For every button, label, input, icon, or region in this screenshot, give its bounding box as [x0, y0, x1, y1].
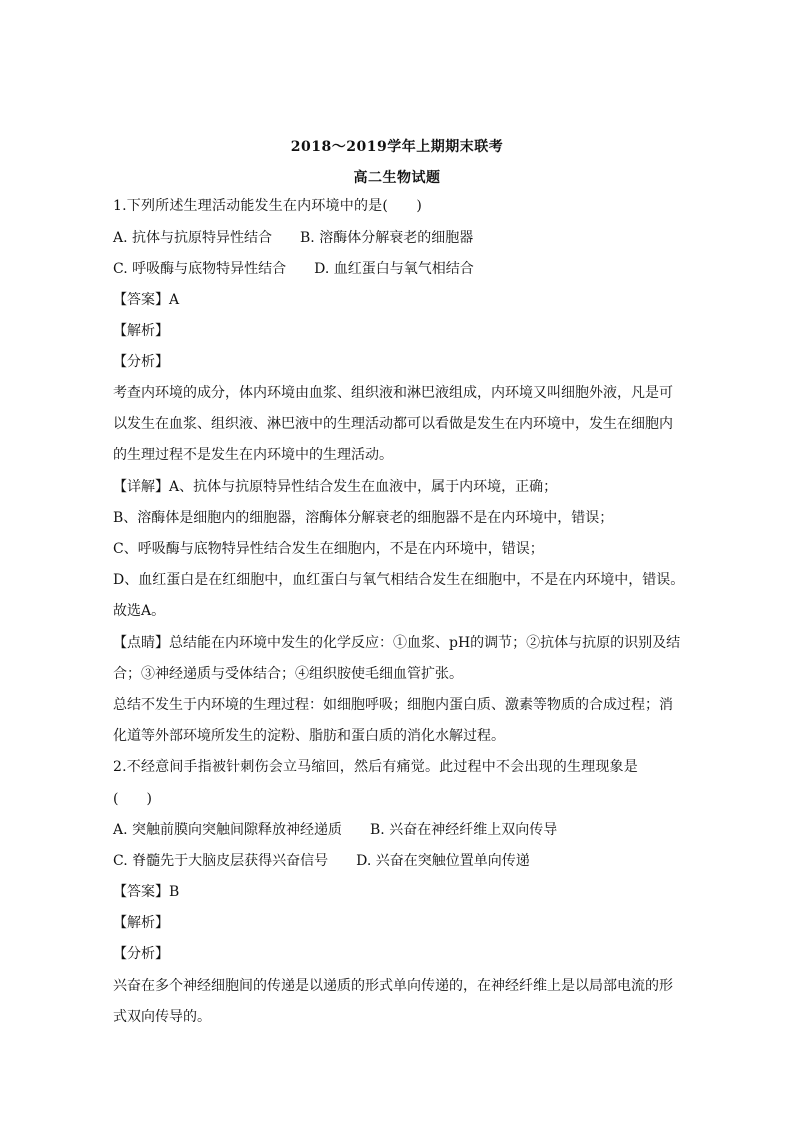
question-1-analysis-line: 考查内环境的成分，体内环境由血浆、组织液和淋巴液组成，内环境又叫细胞外液，凡是可 [113, 385, 673, 401]
question-2-stem-cont: ( ) [113, 791, 152, 807]
question-2-stem: 2.不经意间手指被针刺伤会立马缩回，然后有痛觉。此过程中不会出现的生理现象是 [113, 759, 638, 775]
question-1-detail-line: 【详解】A、抗体与抗原特异性结合发生在血液中，属于内环境，正确； [113, 479, 558, 495]
question-1-detail-line: D、血红蛋白是在红细胞中，血红蛋白与氧气相结合发生在细胞中，不是在内环境中，错误。 [113, 572, 685, 588]
question-1-stem: 1.下列所述生理活动能发生在内环境中的是( ) [113, 198, 423, 214]
question-1-point-line: 【点睛】总结能在内环境中发生的化学反应：①血浆、pH的调节；②抗体与抗原的识别及结 [113, 635, 681, 651]
question-2-jiexi-heading: 【解析】 [113, 915, 169, 931]
question-1-analysis-line: 的生理过程不是发生在内环境中的生理活动。 [113, 447, 393, 463]
question-1-options-row1: A. 抗体与抗原特异性结合 B. 溶酶体分解衰老的细胞器 [113, 230, 474, 246]
question-1-detail-line: 故选A。 [113, 603, 166, 619]
question-2-analysis-line: 式双向传导的。 [113, 1009, 211, 1025]
question-2-analysis-line: 兴奋在多个神经细胞间的传递是以递质的形式单向传递的，在神经纤维上是以局部电流的形 [113, 978, 673, 994]
question-1-fenxi-heading: 【分析】 [113, 354, 169, 370]
question-1-options-row2: C. 呼吸酶与底物特异性结合 D. 血红蛋白与氧气相结合 [113, 261, 474, 277]
question-2-fenxi-heading: 【分析】 [113, 946, 169, 962]
question-1-detail-line: B、溶酶体是细胞内的细胞器，溶酶体分解衰老的细胞器不是在内环境中，错误； [113, 510, 614, 526]
question-1-detail-line: C、呼吸酶与底物特异性结合发生在细胞内，不是在内环境中，错误； [113, 541, 544, 557]
page-subtitle: 高二生物试题 [353, 170, 441, 186]
page-title: 2018～2019学年上期期末联考 [290, 139, 504, 155]
question-1-answer: 【答案】A [113, 292, 180, 308]
question-1-jiexi-heading: 【解析】 [113, 323, 169, 339]
question-1-point-line: 总结不发生于内环境的生理过程：如细胞呼吸；细胞内蛋白质、激素等物质的合成过程；消 [113, 697, 673, 713]
question-2-answer: 【答案】B [113, 884, 180, 900]
question-1-analysis-line: 以发生在血浆、组织液、淋巴液中的生理活动都可以看做是发生在内环境中，发生在细胞内 [113, 416, 673, 432]
question-2-options-row2: C. 脊髓先于大脑皮层获得兴奋信号 D. 兴奋在突触位置单向传递 [113, 853, 530, 869]
question-1-point-line: 合；③神经递质与受体结合；④组织胺使毛细血管扩张。 [113, 666, 463, 682]
question-1-point-line: 化道等外部环境所发生的淀粉、脂肪和蛋白质的消化水解过程。 [113, 728, 505, 744]
question-2-options-row1: A. 突触前膜向突触间隙释放神经递质 B. 兴奋在神经纤维上双向传导 [113, 822, 558, 838]
